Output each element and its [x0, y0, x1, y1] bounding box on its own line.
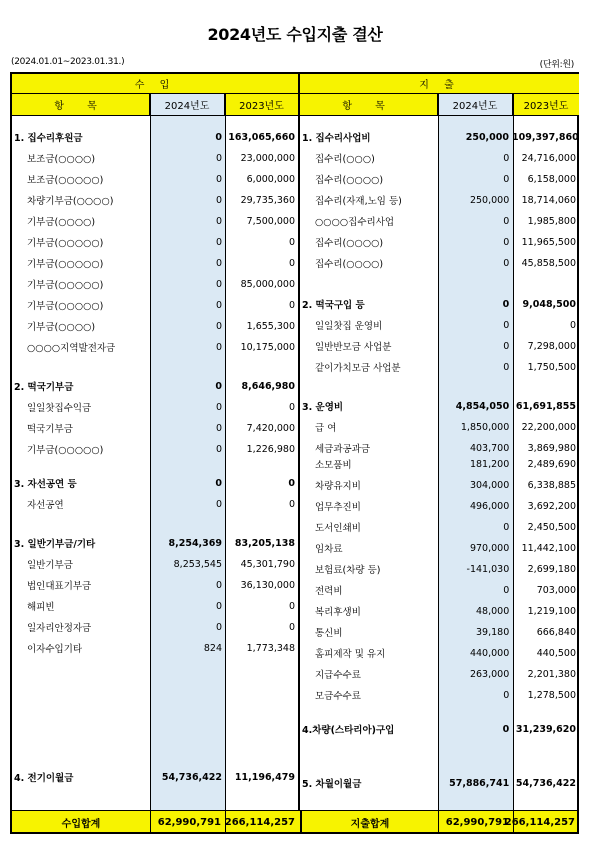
expense-row	[300, 170, 579, 188]
income-row-2023: 23,000,000	[240, 152, 295, 164]
income-row-label: 3. 자선공연 등	[14, 479, 77, 490]
income-row-label: 기부금(○○○○○)	[27, 301, 104, 312]
income-total-2023: 266,114,257	[225, 811, 298, 833]
income-row-2023: 0	[288, 600, 295, 612]
income-row	[12, 170, 298, 188]
income-row-label: 자선공연	[27, 500, 64, 511]
expense-row-2023: 2,450,500	[527, 521, 576, 533]
income-row-label: 4. 전기이월금	[14, 773, 74, 784]
income-row-2024: 0	[215, 173, 222, 185]
income-row-2024: 0	[215, 422, 222, 434]
expense-row	[300, 539, 579, 557]
income-row	[12, 338, 298, 356]
income-row	[12, 317, 298, 335]
income-row	[12, 149, 298, 167]
expense-row	[300, 295, 579, 313]
income-row	[12, 495, 298, 513]
income-row-2024: 0	[215, 299, 222, 311]
expense-row-2024: 0	[503, 152, 510, 164]
income-row-2023: 0	[288, 401, 295, 413]
income-total-label: 수입합계	[61, 818, 101, 830]
income-row-2024: 0	[215, 600, 222, 612]
income-row	[12, 398, 298, 416]
income-row	[12, 474, 298, 492]
expense-row	[300, 358, 579, 376]
income-row-2024: 0	[215, 443, 222, 455]
expense-row-label: 차량유지비	[315, 481, 361, 492]
income-total-2024: 62,990,791	[150, 811, 225, 833]
expense-row	[300, 233, 579, 251]
expense-row-2024: 0	[502, 723, 510, 735]
expense-row-2024: 57,886,741	[449, 777, 510, 789]
expense-row-label: 2. 떡국구입 등	[302, 300, 365, 311]
expense-row-label: 소모품비	[315, 460, 352, 471]
expense-total-label: 지출합계	[300, 811, 438, 833]
expense-row-label: 같이가치모금 사업분	[315, 363, 401, 374]
income-row-2024: 0	[215, 621, 222, 633]
income-row-2023: 83,205,138	[234, 537, 295, 549]
expense-row-2024: 0	[503, 257, 510, 269]
income-row-2024: 0	[215, 152, 222, 164]
expense-row	[300, 254, 579, 272]
income-row-2024: 0	[215, 498, 222, 510]
expense-row-2024: 0	[503, 584, 510, 596]
income-row-2023: 6,000,000	[246, 173, 295, 185]
income-row-2024: 0	[215, 579, 222, 591]
expense-row	[300, 455, 579, 473]
income-row-2024: 8,254,369	[168, 537, 222, 549]
expense-row	[300, 497, 579, 515]
income-row	[12, 639, 298, 657]
income-row-2024: 0	[215, 215, 222, 227]
expense-row-2023: 54,736,422	[515, 777, 576, 789]
income-row-2024: 0	[215, 380, 222, 392]
income-row	[12, 191, 298, 209]
expense-total-2024: 62,990,791	[438, 811, 513, 833]
expense-row-2023: 11,965,500	[521, 236, 576, 248]
expense-row-2024: 181,200	[469, 458, 510, 470]
income-row-2023: 7,500,000	[246, 215, 295, 227]
income-row	[12, 419, 298, 437]
expense-row-label: 세금과공과금	[315, 444, 371, 455]
expense-col-2023: 2023년도	[513, 94, 579, 116]
expense-row-label: 집수리(○○○○)	[315, 175, 384, 186]
income-row	[12, 212, 298, 230]
expense-row-2023: 0	[569, 319, 576, 331]
budget-table	[10, 72, 579, 834]
income-row-2023: 0	[288, 299, 295, 311]
expense-row-2023: 2,699,180	[527, 563, 576, 575]
expense-row	[300, 581, 579, 599]
expense-row	[300, 686, 579, 704]
expense-row-2023: 9,048,500	[522, 298, 576, 310]
expense-row	[300, 774, 579, 792]
expense-row	[300, 149, 579, 167]
income-row-2023: 10,175,000	[240, 341, 295, 353]
expense-row-2023: 1,985,800	[527, 215, 576, 227]
income-row-label: 기부금(○○○○○)	[27, 280, 104, 291]
expense-row-label: 복리후생비	[315, 607, 361, 618]
expense-row	[300, 720, 579, 738]
income-row-label: 기부금(○○○○)	[27, 322, 96, 333]
totals-row	[12, 810, 577, 832]
expense-row-label: 1. 집수리사업비	[302, 133, 371, 144]
income-row-label: 기부금(○○○○○)	[27, 445, 104, 456]
expense-row-2023: 18,714,060	[521, 194, 576, 206]
income-row-2023: 8,646,980	[241, 380, 295, 392]
expense-row-2023: 2,489,690	[527, 458, 576, 470]
expense-row	[300, 665, 579, 683]
income-row	[12, 534, 298, 552]
income-row-2024: 0	[215, 236, 222, 248]
income-row-2024: 0	[215, 257, 222, 269]
expense-row-2024: 0	[503, 215, 510, 227]
expense-row-2023: 109,397,860	[512, 131, 579, 143]
expense-row	[300, 623, 579, 641]
expense-row-2023: 440,500	[536, 647, 576, 659]
income-row-2023: 29,735,360	[240, 194, 295, 206]
expense-row	[300, 644, 579, 662]
expense-row-label: 보험료(차량 등)	[315, 565, 381, 576]
income-row-label: 3. 일반기부금/기타	[14, 539, 96, 550]
income-row-label: 보조금(○○○○○)	[27, 175, 104, 186]
income-row-2023: 0	[288, 498, 295, 510]
income-row	[12, 254, 298, 272]
expense-row-2024: 403,700	[469, 442, 510, 454]
income-row-2023: 11,196,479	[234, 771, 295, 783]
expense-row-2024: 0	[503, 361, 510, 373]
expense-row-label: 모금수수료	[315, 691, 361, 702]
expense-row-2024: 496,000	[469, 500, 510, 512]
expense-row-2024: 250,000	[469, 194, 510, 206]
income-row-label: 차량기부금(○○○○)	[27, 196, 114, 207]
expense-row-label: 집수리(자재,노임 등)	[315, 196, 402, 207]
income-row-label: 기부금(○○○○○)	[27, 259, 104, 270]
income-row-2024: 0	[215, 401, 222, 413]
expense-row-label: 일일찻집 운영비	[315, 321, 383, 332]
expense-row-2024: 250,000	[465, 131, 509, 143]
income-row-2023: 36,130,000	[240, 579, 295, 591]
expense-row	[300, 602, 579, 620]
expense-row	[300, 316, 579, 334]
expense-row-2024: 304,000	[469, 479, 510, 491]
income-row	[12, 597, 298, 615]
income-row-label: 떡국기부금	[27, 424, 73, 435]
expense-row-2023: 45,858,500	[521, 257, 576, 269]
expense-row-label: ○○○○집수리사업	[315, 217, 395, 228]
income-header: 수 입	[12, 74, 298, 94]
income-row	[12, 618, 298, 636]
income-row-2024: 0	[215, 131, 222, 143]
expense-row-label: 일반반모금 사업분	[315, 342, 392, 353]
income-col-2023: 2023년도	[225, 94, 298, 116]
income-row-label: 기부금(○○○○○)	[27, 238, 104, 249]
income-row-2023: 0	[288, 236, 295, 248]
income-row-2024: 54,736,422	[161, 771, 222, 783]
income-row-label: 일자리안정자금	[27, 623, 92, 634]
expense-row	[300, 560, 579, 578]
expense-row-2023: 6,158,000	[527, 173, 576, 185]
income-row-2024: 0	[215, 477, 222, 489]
income-row-2023: 1,773,348	[246, 642, 295, 654]
income-row-2023: 1,655,300	[246, 320, 295, 332]
expense-total-2023: 266,114,257	[513, 811, 579, 833]
expense-row-2023: 3,869,980	[527, 442, 576, 454]
income-row-2023: 7,420,000	[246, 422, 295, 434]
income-row-2024: 0	[215, 194, 222, 206]
income-row-2023: 1,226,980	[246, 443, 295, 455]
income-col-2024: 2024년도	[150, 94, 225, 116]
page-title: 2024년도 수입지출 결산	[207, 25, 383, 44]
unit-label: (단위:원)	[539, 60, 574, 70]
expense-row-label: 집수리(○○○○)	[315, 259, 384, 270]
expense-row-2023: 3,692,200	[527, 500, 576, 512]
expense-row-2024: 440,000	[469, 647, 510, 659]
income-row-label: 1. 집수리후원금	[14, 133, 83, 144]
expense-col-2024: 2024년도	[438, 94, 513, 116]
income-row	[12, 555, 298, 573]
expense-row	[300, 128, 579, 146]
expense-row-label: 집수리(○○○○)	[315, 238, 384, 249]
income-row	[12, 128, 298, 146]
expense-row-label: 5. 차월이월금	[302, 779, 362, 790]
income-row-label: 기부금(○○○○)	[27, 217, 96, 228]
income-row-2023: 0	[288, 621, 295, 633]
income-rows	[12, 74, 298, 814]
income-row-2023: 45,301,790	[240, 558, 295, 570]
income-row-2024: 0	[215, 341, 222, 353]
income-row	[12, 275, 298, 293]
expense-row-2024: -141,030	[466, 563, 510, 575]
expense-row-2024: 0	[503, 340, 510, 352]
income-row	[12, 377, 298, 395]
income-row	[12, 296, 298, 314]
expense-row-label: 급 여	[315, 423, 337, 434]
expense-header: 지 출	[300, 74, 579, 94]
income-row-2024: 824	[203, 642, 222, 654]
expense-row-label: 지급수수료	[315, 670, 361, 681]
expense-row-2023: 11,442,100	[521, 542, 576, 554]
expense-row-2023: 1,278,500	[527, 689, 576, 701]
expense-row-2024: 263,000	[469, 668, 510, 680]
income-row	[12, 768, 298, 786]
income-row-2023: 85,000,000	[240, 278, 295, 290]
expense-row	[300, 518, 579, 536]
income-row-2023: 163,065,660	[228, 131, 295, 143]
income-row-label: 일일찻집수익금	[27, 403, 92, 414]
income-row	[12, 233, 298, 251]
expense-col-item: 항 목	[300, 94, 438, 116]
expense-row-2024: 0	[503, 319, 510, 331]
expense-row	[300, 476, 579, 494]
income-row-label: 법인대표기부금	[27, 581, 92, 592]
expense-rows	[300, 74, 579, 814]
expense-row	[300, 397, 579, 415]
expense-row-2023: 703,000	[536, 584, 576, 596]
income-row-2023: 0	[288, 477, 295, 489]
income-row	[12, 576, 298, 594]
expense-row-label: 홈피제작 및 유지	[315, 649, 386, 660]
income-row-label: ○○○○지역발전자금	[27, 343, 116, 354]
expense-row-2023: 1,219,100	[527, 605, 576, 617]
expense-row	[300, 337, 579, 355]
income-col-item: 항 목	[12, 94, 150, 116]
expense-row-label: 4.차량(스타리아)구입	[302, 725, 395, 736]
expense-row-2023: 61,691,855	[515, 400, 576, 412]
period-label: (2024.01.01∼2023.01.31.)	[11, 57, 125, 67]
expense-row-label: 임차료	[315, 544, 343, 555]
expense-row-2023: 22,200,000	[521, 421, 576, 433]
expense-row-label: 전력비	[315, 586, 343, 597]
expense-row	[300, 191, 579, 209]
income-row-2024: 8,253,545	[173, 558, 222, 570]
expense-row	[300, 212, 579, 230]
income-row-label: 2. 떡국기부금	[14, 382, 74, 393]
expense-row-2024: 0	[502, 298, 510, 310]
expense-row-label: 도서인쇄비	[315, 523, 361, 534]
expense-row-2024: 48,000	[476, 605, 510, 617]
income-row-label: 일반기부금	[27, 560, 73, 571]
income-row-2024: 0	[215, 278, 222, 290]
expense-row-2023: 666,840	[536, 626, 576, 638]
expense-row-2024: 0	[503, 689, 510, 701]
expense-row	[300, 418, 579, 436]
expense-row-2023: 7,298,000	[527, 340, 576, 352]
expense-row-2024: 1,850,000	[460, 421, 510, 433]
expense-row-2024: 4,854,050	[455, 400, 510, 412]
expense-row-label: 통신비	[315, 628, 343, 639]
expense-row-2023: 6,338,885	[527, 479, 576, 491]
expense-row-2024: 0	[503, 521, 510, 533]
income-row-label: 이자수입기타	[27, 644, 83, 655]
expense-row-2023: 31,239,620	[515, 723, 576, 735]
expense-row-2024: 970,000	[469, 542, 510, 554]
expense-row-label: 업무추진비	[315, 502, 361, 513]
expense-row-2023: 2,201,380	[527, 668, 576, 680]
income-row-2024: 0	[215, 320, 222, 332]
expense-row-label: 집수리(○○○)	[315, 154, 375, 165]
income-row-2023: 0	[288, 257, 295, 269]
expense-row-2024: 0	[503, 173, 510, 185]
income-row-label: 해피빈	[27, 602, 55, 613]
expense-row-label: 3. 운영비	[302, 402, 344, 413]
expense-row-2024: 39,180	[476, 626, 510, 638]
expense-row-2023: 1,750,500	[527, 361, 576, 373]
expense-row-2023: 24,716,000	[521, 152, 576, 164]
income-row	[12, 440, 298, 458]
expense-row-2024: 0	[503, 236, 510, 248]
income-row-label: 보조금(○○○○)	[27, 154, 96, 165]
